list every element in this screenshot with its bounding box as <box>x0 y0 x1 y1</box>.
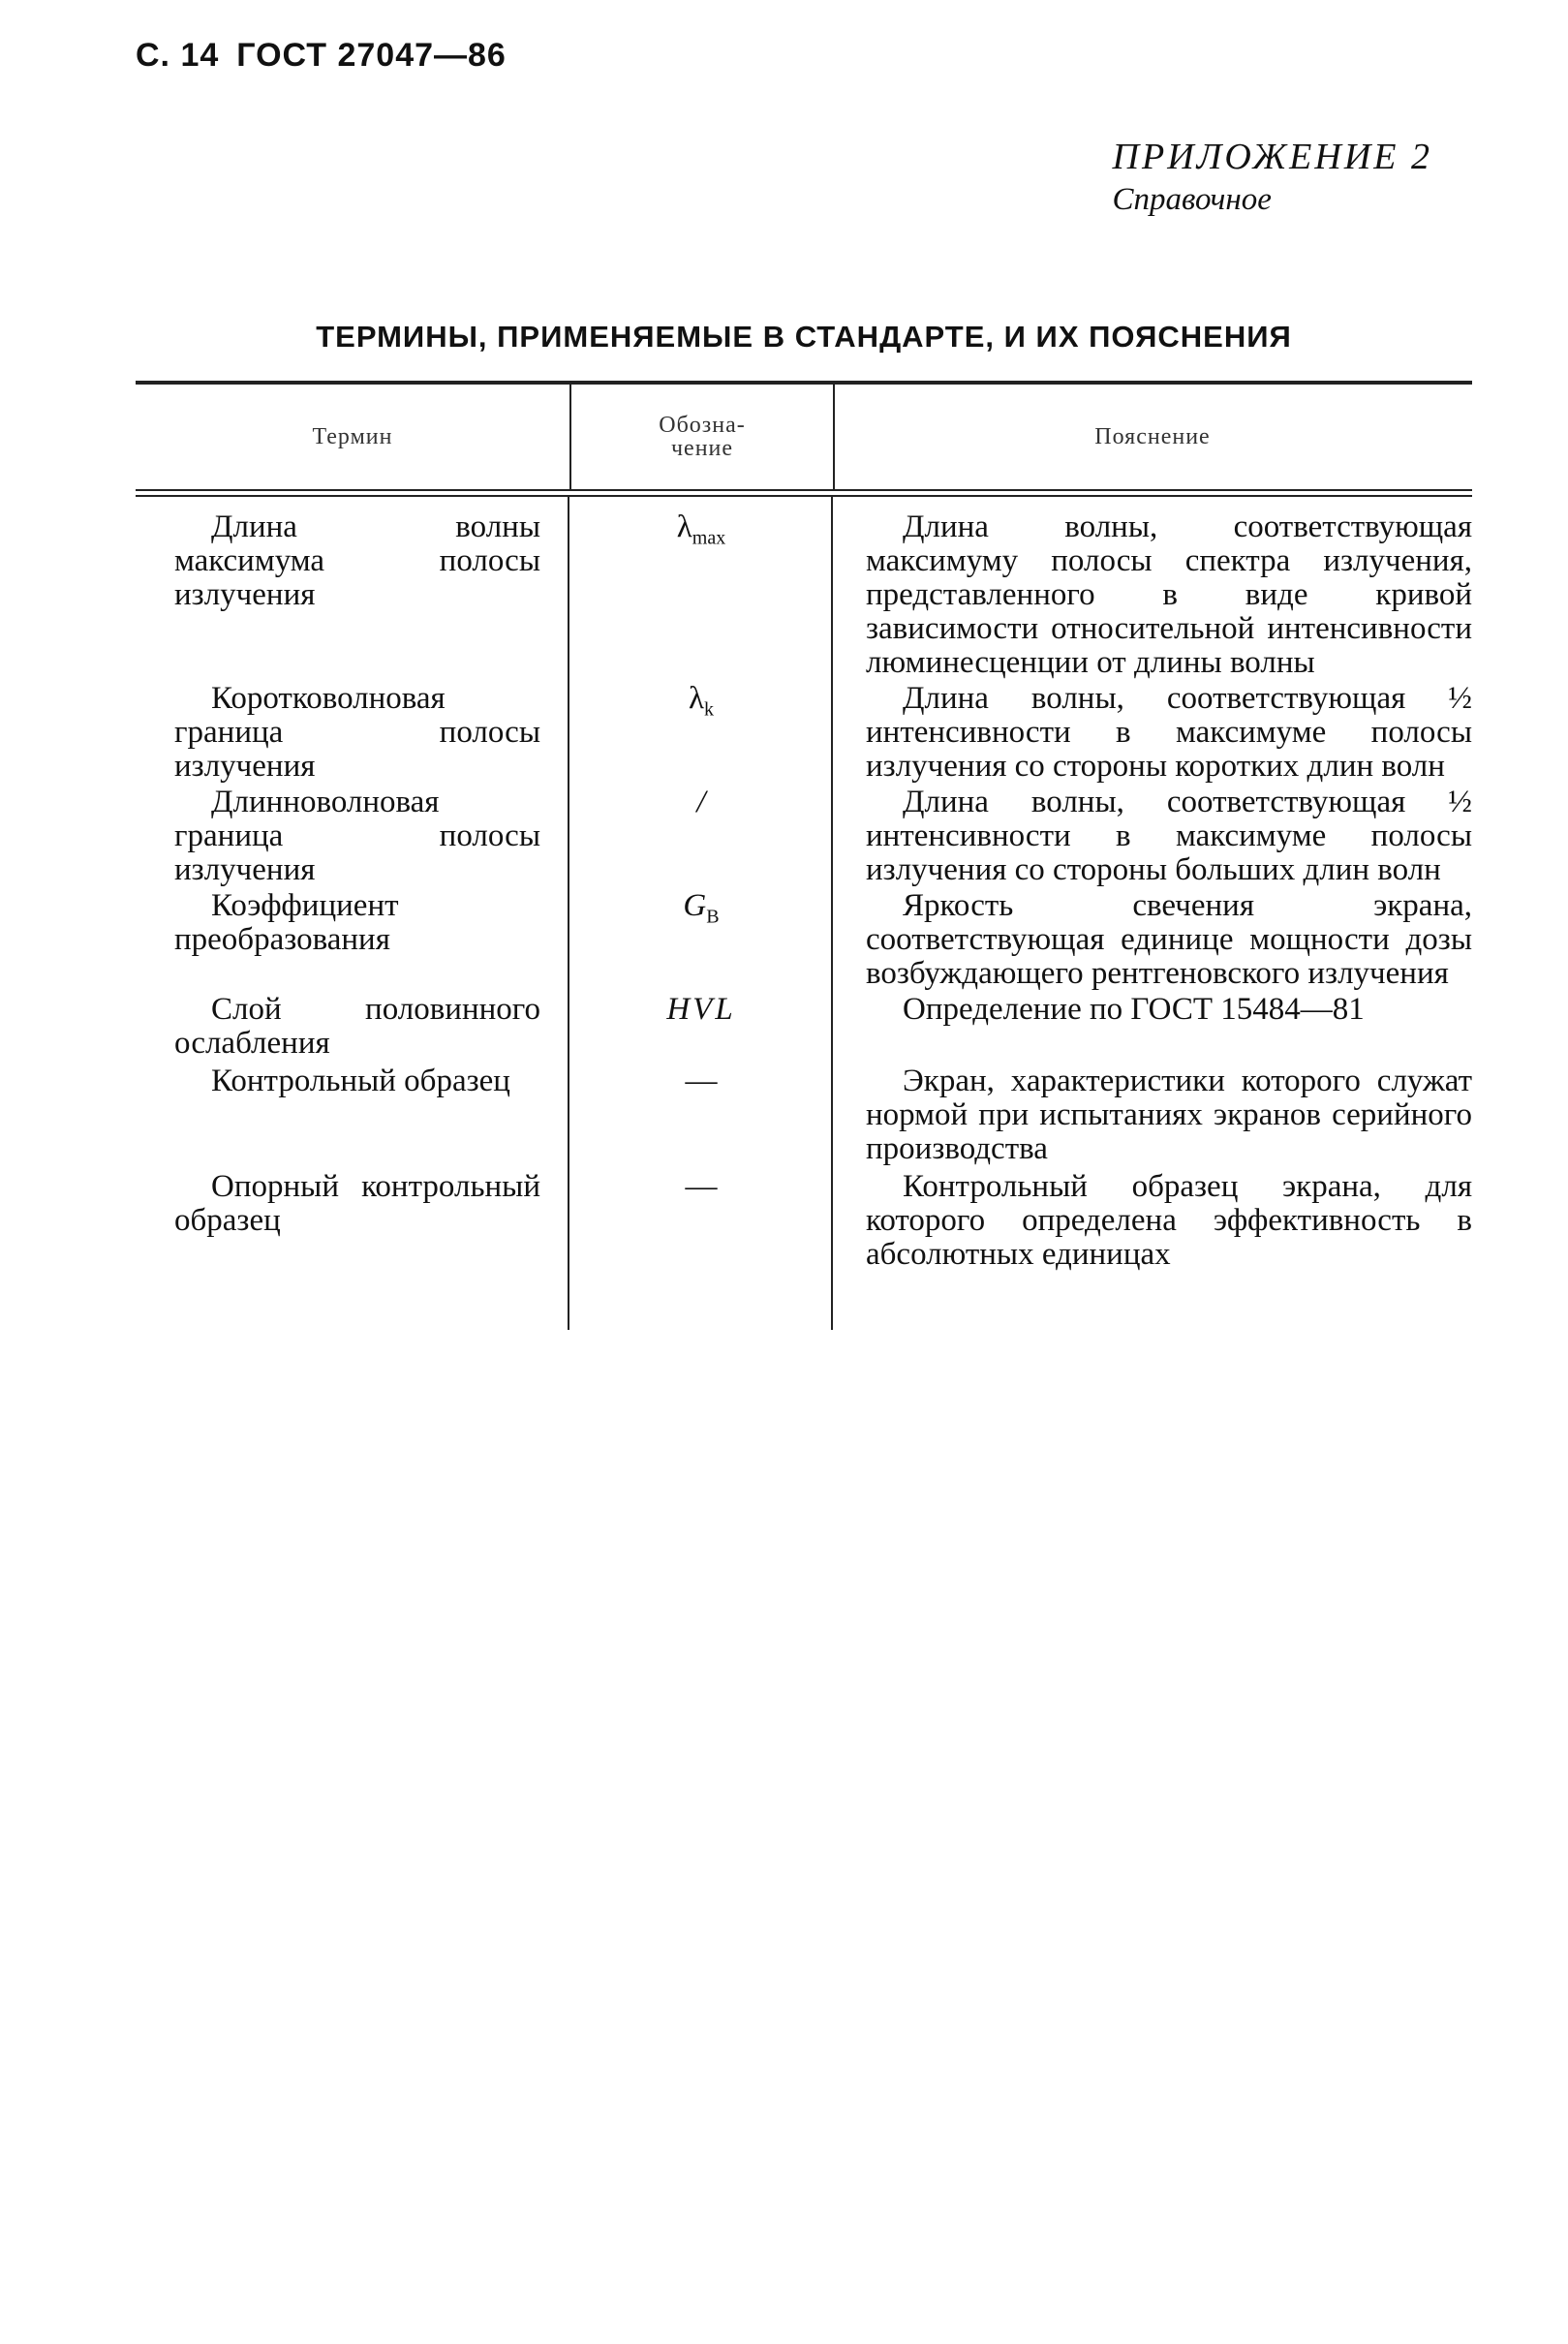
row-term: Коэффициент преобразования <box>174 888 399 957</box>
symbol-base: — <box>685 1064 718 1098</box>
symbol-base: λ <box>688 681 704 716</box>
header-symbol <box>571 414 833 460</box>
row-explanation: Экран, характеристики которого служат нормой при испытаниях экранов серийного производства <box>866 1064 1472 1166</box>
row-term: Коротковолновая граница полосы излучения <box>174 681 540 784</box>
row-symbol <box>569 510 833 680</box>
page-number: С. 14 <box>136 37 220 74</box>
header-symbol-line2: чение <box>670 436 734 461</box>
table-row <box>136 889 1472 991</box>
symbol-base: — <box>685 1169 718 1204</box>
table-header-rule <box>136 489 1472 497</box>
terms-table <box>136 381 1472 1272</box>
table-body <box>136 497 1472 1272</box>
page-header <box>136 37 507 75</box>
table-row <box>136 786 1472 887</box>
row-term: Длина волны максимума полосы излучения <box>174 509 540 612</box>
column-divider <box>831 497 833 1330</box>
row-term: Контрольный образец <box>211 1064 510 1098</box>
standard-designation: ГОСТ 27047—86 <box>236 37 507 74</box>
row-explanation: Длина волны, соответствующая максимуму полосы спектра излучения, представленного в виде кривой зависимости относительной интенсивности люминесценции от длины волны <box>866 509 1472 680</box>
header-explanation: Пояснение <box>1094 423 1211 449</box>
appendix-title: ПРИЛОЖЕНИЕ 2 <box>1112 137 1432 177</box>
row-symbol <box>569 1170 833 1272</box>
row-explanation: Длина волны, соответствующая ½ интенсивности в максимуме полосы излучения со стороны больших длин волн <box>866 785 1472 887</box>
symbol-subscript: k <box>704 698 714 721</box>
row-symbol <box>569 786 833 887</box>
row-explanation: Определение по ГОСТ 15484—81 <box>903 992 1365 1027</box>
table-row <box>136 510 1472 680</box>
column-divider <box>568 497 569 1330</box>
symbol-base: G <box>683 888 707 923</box>
symbol-base: HVL <box>666 992 736 1027</box>
row-term: Опорный контрольный образец <box>174 1169 540 1238</box>
appendix-label <box>1113 136 1432 218</box>
table-row <box>136 1064 1472 1166</box>
header-term: Термин <box>312 423 393 449</box>
row-explanation: Длина волны, соответствующая ½ интенсивности в максимуме полосы излучения со стороны коротких длин волн <box>866 681 1472 784</box>
appendix-subtitle: Справочное <box>1112 182 1272 217</box>
row-explanation: Контрольный образец экрана, для которого определена эффективность в абсолютных единицах <box>866 1169 1472 1272</box>
row-symbol <box>569 1064 833 1166</box>
table-row <box>136 993 1472 1061</box>
section-title: ТЕРМИНЫ, ПРИМЕНЯЕМЫЕ В СТАНДАРТЕ, И ИХ ПОЯСНЕНИЯ <box>316 320 1292 354</box>
symbol-base: / <box>696 785 706 819</box>
table-row <box>136 1170 1472 1272</box>
row-term: Слой половинного ослабления <box>174 992 540 1061</box>
row-explanation: Яркость свечения экрана, соответствующая единице мощности дозы возбуждающего рентгеновского излучения <box>866 888 1472 991</box>
table-row <box>136 682 1472 784</box>
symbol-base: λ <box>676 509 692 544</box>
row-symbol <box>569 889 833 991</box>
header-symbol-line1: Обозна- <box>659 413 746 438</box>
symbol-subscript: max <box>692 527 726 549</box>
row-symbol <box>569 682 833 784</box>
row-symbol <box>569 993 833 1061</box>
table-header-row <box>136 385 1472 489</box>
row-term: Длинноволновая граница полосы излучения <box>174 785 540 887</box>
symbol-subscript: B <box>706 906 720 928</box>
